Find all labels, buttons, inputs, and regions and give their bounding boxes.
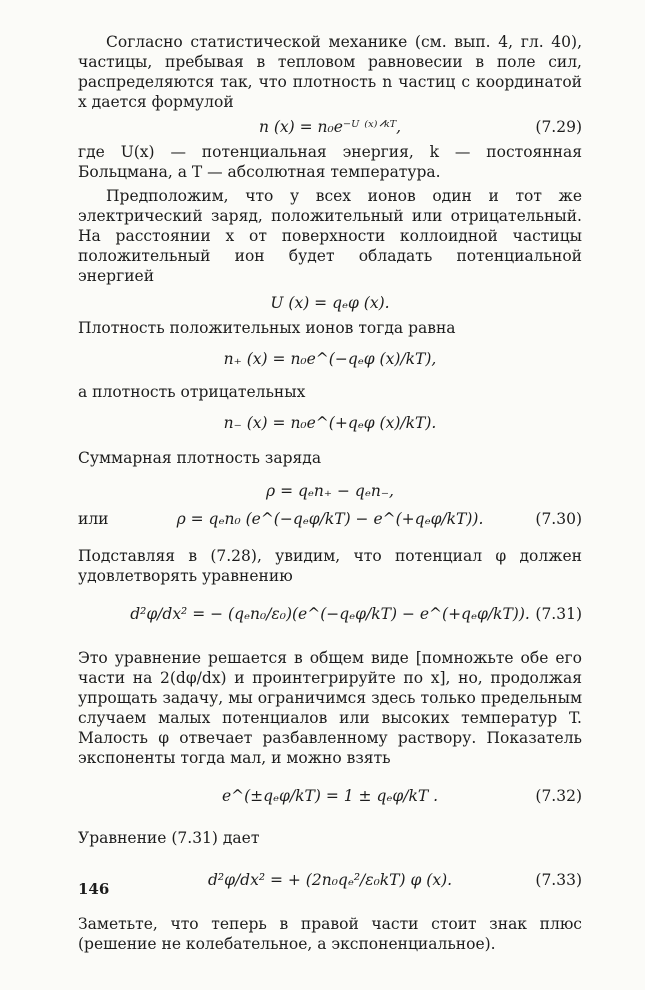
paragraph-note-plus-sign: Заметьте, что теперь в правой части стоит знак плюс (решение не колебательное, а экспоненциальное). — [78, 915, 582, 953]
equation-rho-1-formula: ρ = qₑn₊ − qₑn₋, — [266, 482, 394, 500]
equation-7-29-formula: n (x) = n₀e⁻ᵁ ⁽ˣ⁾ᐟᵏᵀ, — [258, 118, 402, 136]
equation-7-30-number: (7.30) — [535, 510, 582, 528]
equation-7-30 — [78, 506, 582, 532]
equation-7-29-number: (7.29) — [535, 118, 582, 136]
paragraph-limiting-case: Это уравнение решается в общем виде [помножьте обе его части на 2(dφ/dx) и проинтегрируйте по x], но, продолжая упрощать задачу, мы ограничимся здесь только предельным случаем малых потенциалов или высоких температур T. Малость φ отвечает разбавленному раствору. Показатель экспоненты тогда мал, и можно взять — [78, 649, 582, 767]
equation-potential-energy-formula: U (x) = qₑφ (x). — [270, 294, 390, 312]
equation-7-31-number: (7.31) — [535, 605, 582, 623]
equation-7-32-number: (7.32) — [535, 787, 582, 805]
equation-n-plus — [78, 346, 582, 372]
paragraph-positive-density: Плотность положительных ионов тогда равна — [78, 319, 456, 337]
word-or: или — [78, 510, 109, 528]
equation-7-33-formula: d²φ/dx² = + (2n₀qₑ²/ε₀kT) φ (x). — [207, 871, 453, 889]
equation-7-32-formula: e^(±qₑφ/kT) = 1 ± qₑφ/kT . — [221, 787, 439, 805]
equation-7-33-number: (7.33) — [535, 871, 582, 889]
paragraph-boltzmann-intro: Согласно статистической механике (см. вып. 4, гл. 40), частицы, пребывая в тепловом равновесии в поле сил, распределяются так, что плотность n частиц с координатой x дается формулой — [78, 33, 582, 111]
paragraph-where-u: где U(x) — потенциальная энергия, k — постоянная Больцмана, а T — абсолютная температура. — [78, 143, 582, 181]
equation-7-29 — [78, 114, 582, 140]
equation-7-31 — [78, 592, 582, 636]
equation-n-plus-formula: n₊ (x) = n₀e^(−qₑφ (x)/kT), — [223, 350, 437, 368]
paragraph-equation-gives: Уравнение (7.31) дает — [78, 829, 260, 847]
equation-potential-energy — [78, 290, 582, 316]
equation-n-minus-formula: n₋ (x) = n₀e^(+qₑφ (x)/kT). — [223, 414, 437, 432]
page-number: 146 — [78, 880, 110, 898]
equation-7-30-formula: ρ = qₑn₀ (e^(−qₑφ/kT) − e^(+qₑφ/kT)). — [176, 510, 484, 528]
equation-7-31-formula: d²φ/dx² = − (qₑn₀/ε₀)(e^(−qₑφ/kT) − e^(+qₑφ/kT)). — [130, 605, 530, 623]
equation-7-32 — [78, 774, 582, 818]
paragraph-ion-charge: Предположим, что у всех ионов один и тот же электрический заряд, положительный или отрицательный. На расстоянии x от поверхности коллоидной частицы положительный ион будет обладать потенциальной энергией — [78, 187, 582, 285]
equation-7-33 — [78, 858, 582, 902]
equation-rho-1 — [78, 478, 582, 504]
equation-n-minus — [78, 410, 582, 436]
paragraph-negative-density: а плотность отрицательных — [78, 383, 306, 401]
paragraph-total-charge: Суммарная плотность заряда — [78, 449, 322, 467]
paragraph-substituting: Подставляя в (7.28), увидим, что потенциал φ должен удовлетворять уравнению — [78, 547, 582, 585]
page-body — [78, 32, 582, 954]
